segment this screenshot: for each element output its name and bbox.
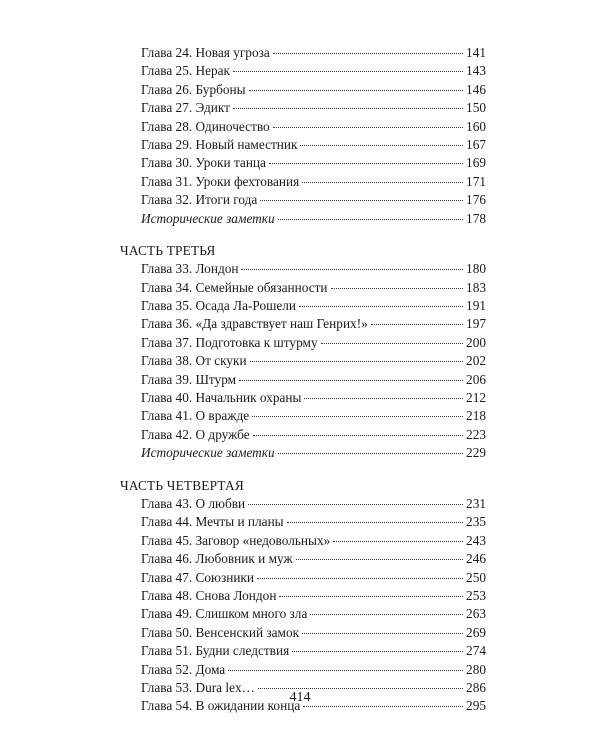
toc-entry [120, 154, 486, 172]
dot-leader [273, 127, 463, 128]
toc-entry-page: 231 [466, 495, 486, 511]
dot-leader [303, 706, 463, 707]
toc-entry [120, 569, 486, 587]
dot-leader [239, 380, 463, 381]
toc-entry-title: Глава 37. Подготовка к штурму [141, 334, 318, 350]
toc-entry [120, 389, 486, 407]
toc-entry [120, 118, 486, 136]
toc-entry-page: 212 [466, 390, 486, 406]
dot-leader [241, 269, 463, 270]
toc-entry-title: Глава 46. Любовник и муж [141, 551, 293, 567]
toc-entry-title: Глава 41. О вражде [141, 408, 250, 424]
toc-entry-title: Исторические заметки [141, 445, 275, 461]
toc-entry-title: Глава 53. Dura lex… [141, 679, 255, 695]
toc-entry-page: 229 [466, 445, 486, 461]
toc-entry-title: Глава 45. Заговор «недовольных» [141, 532, 331, 548]
toc-entry [120, 532, 486, 550]
toc-entry-page: 274 [466, 643, 486, 659]
dot-leader [273, 53, 463, 54]
toc-entry-page: 183 [466, 279, 486, 295]
dot-leader [371, 324, 463, 325]
toc-entry [120, 81, 486, 99]
toc-entry-page: 269 [466, 624, 486, 640]
dot-leader [310, 614, 463, 615]
dot-leader [300, 145, 463, 146]
toc-entry-page: 250 [466, 569, 486, 585]
toc-entry-title: Глава 25. Нерак [141, 63, 231, 79]
dot-leader [302, 182, 463, 183]
toc-entry-title: Глава 24. Новая угроза [141, 45, 270, 60]
toc-entry-title: Глава 39. Штурм [141, 371, 237, 387]
toc-entry [120, 297, 486, 315]
dot-leader [233, 71, 463, 72]
toc-entry [120, 661, 486, 679]
dot-leader [292, 651, 463, 652]
toc-entry-page: 295 [466, 698, 486, 714]
toc-entry-title: Глава 32. Итоги года [141, 192, 258, 208]
toc-entry [120, 260, 486, 278]
toc-entry-page: 180 [466, 261, 486, 277]
toc-entry-page: 280 [466, 661, 486, 677]
toc-entry-page: 246 [466, 551, 486, 567]
dot-leader [260, 200, 463, 201]
toc-entry [120, 407, 486, 425]
toc-entry-title: Глава 50. Венсенский замок [141, 624, 300, 640]
dot-leader [333, 541, 463, 542]
dot-leader [228, 670, 463, 671]
toc-entry-page: 223 [466, 426, 486, 442]
dot-leader [253, 435, 463, 436]
toc-entry-title: Глава 35. Осада Ла-Рошели [141, 298, 297, 314]
toc-entry-page: 218 [466, 408, 486, 424]
toc-entry [120, 642, 486, 660]
toc-entry-page: 191 [466, 298, 486, 314]
toc-entry [120, 513, 486, 531]
toc-entry-title: Глава 26. Бурбоны [141, 81, 246, 97]
toc-entry-title: Глава 54. В ожидании конца [141, 698, 301, 714]
toc-entry [120, 495, 486, 513]
part-title: ЧАСТЬ ТРЕТЬЯ [120, 242, 216, 258]
toc-entry-page: 178 [466, 210, 486, 226]
toc-entry [120, 136, 486, 154]
table-of-contents [120, 44, 486, 716]
toc-entry [120, 279, 486, 297]
toc-entry-page: 263 [466, 606, 486, 622]
toc-entry-page: 206 [466, 371, 486, 387]
toc-entry [120, 334, 486, 352]
toc-entry-page: 171 [466, 173, 486, 189]
toc-entry-page: 243 [466, 532, 486, 548]
toc-entry-title: Глава 31. Уроки фехтования [141, 173, 300, 189]
toc-entry-page: 202 [466, 353, 486, 369]
toc-entry-title: Глава 38. От скуки [141, 353, 247, 369]
toc-entry-page: 143 [466, 63, 486, 79]
toc-entry-title: Глава 48. Снова Лондон [141, 587, 277, 603]
toc-entry-title: Глава 43. О любви [141, 495, 246, 511]
dot-leader [257, 578, 463, 579]
toc-entry-title: Глава 36. «Да здравствует наш Генрих!» [141, 316, 368, 332]
toc-entry-page: 150 [466, 100, 486, 116]
dot-leader [331, 288, 464, 289]
toc-entry-title: Глава 44. Мечты и планы [141, 514, 284, 530]
toc-entry-page: 167 [466, 136, 486, 152]
dot-leader [279, 596, 463, 597]
toc-section [120, 44, 486, 228]
toc-entry-page: 141 [466, 45, 486, 60]
toc-entry-page: 235 [466, 514, 486, 530]
toc-entry [120, 315, 486, 333]
dot-leader [258, 688, 463, 689]
toc-entry [120, 44, 486, 62]
dot-leader [250, 361, 463, 362]
toc-entry-title: Глава 47. Союзники [141, 569, 255, 585]
toc-entry-title: Глава 28. Одиночество [141, 118, 270, 134]
toc-entry-historical-notes [120, 444, 486, 462]
dot-leader [252, 416, 463, 417]
toc-entry [120, 352, 486, 370]
toc-entry-page: 253 [466, 587, 486, 603]
toc-entry [120, 605, 486, 623]
dot-leader [278, 219, 463, 220]
page-number: 414 [289, 690, 311, 705]
toc-entry-page: 169 [466, 155, 486, 171]
toc-entry-page: 286 [466, 679, 486, 695]
toc-entry [120, 371, 486, 389]
toc-entry-title: Глава 52. Дома [141, 661, 226, 677]
dot-leader [248, 504, 463, 505]
toc-entry-title: Исторические заметки [141, 210, 275, 226]
toc-entry-title: Глава 42. О дружбе [141, 426, 250, 442]
toc-entry-title: Глава 30. Уроки танца [141, 155, 266, 171]
dot-leader [287, 522, 463, 523]
toc-entry-page: 160 [466, 118, 486, 134]
toc-entry-page: 146 [466, 81, 486, 97]
toc-entry [120, 587, 486, 605]
dot-leader [302, 633, 463, 634]
toc-entry-page: 176 [466, 192, 486, 208]
dot-leader [299, 306, 463, 307]
dot-leader [249, 90, 463, 91]
toc-entry [120, 191, 486, 209]
dot-leader [321, 343, 463, 344]
toc-entry [120, 624, 486, 642]
dot-leader [304, 398, 463, 399]
toc-entry [120, 550, 486, 568]
toc-entry-title: Глава 34. Семейные обязанности [141, 279, 328, 295]
toc-entry [120, 62, 486, 80]
toc-entry-title: Глава 33. Лондон [141, 261, 239, 277]
toc-entry-page: 197 [466, 316, 486, 332]
toc-entry [120, 426, 486, 444]
toc-entry-historical-notes [120, 210, 486, 228]
toc-entry-title: Глава 40. Начальник охраны [141, 390, 302, 406]
toc-entry-title: Глава 49. Слишком много зла [141, 606, 308, 622]
toc-section [120, 477, 486, 716]
toc-entry-title: Глава 29. Новый наместник [141, 136, 298, 152]
toc-entry-title: Глава 51. Будни следствия [141, 643, 290, 659]
toc-entry [120, 99, 486, 117]
toc-entry-page: 200 [466, 334, 486, 350]
dot-leader [233, 108, 463, 109]
toc-entry [120, 173, 486, 191]
dot-leader [278, 453, 463, 454]
toc-section [120, 242, 486, 463]
part-title: ЧАСТЬ ЧЕТВЕРТАЯ [120, 477, 244, 493]
dot-leader [296, 559, 463, 560]
toc-entry-title: Глава 27. Эдикт [141, 100, 230, 116]
dot-leader [269, 163, 463, 164]
